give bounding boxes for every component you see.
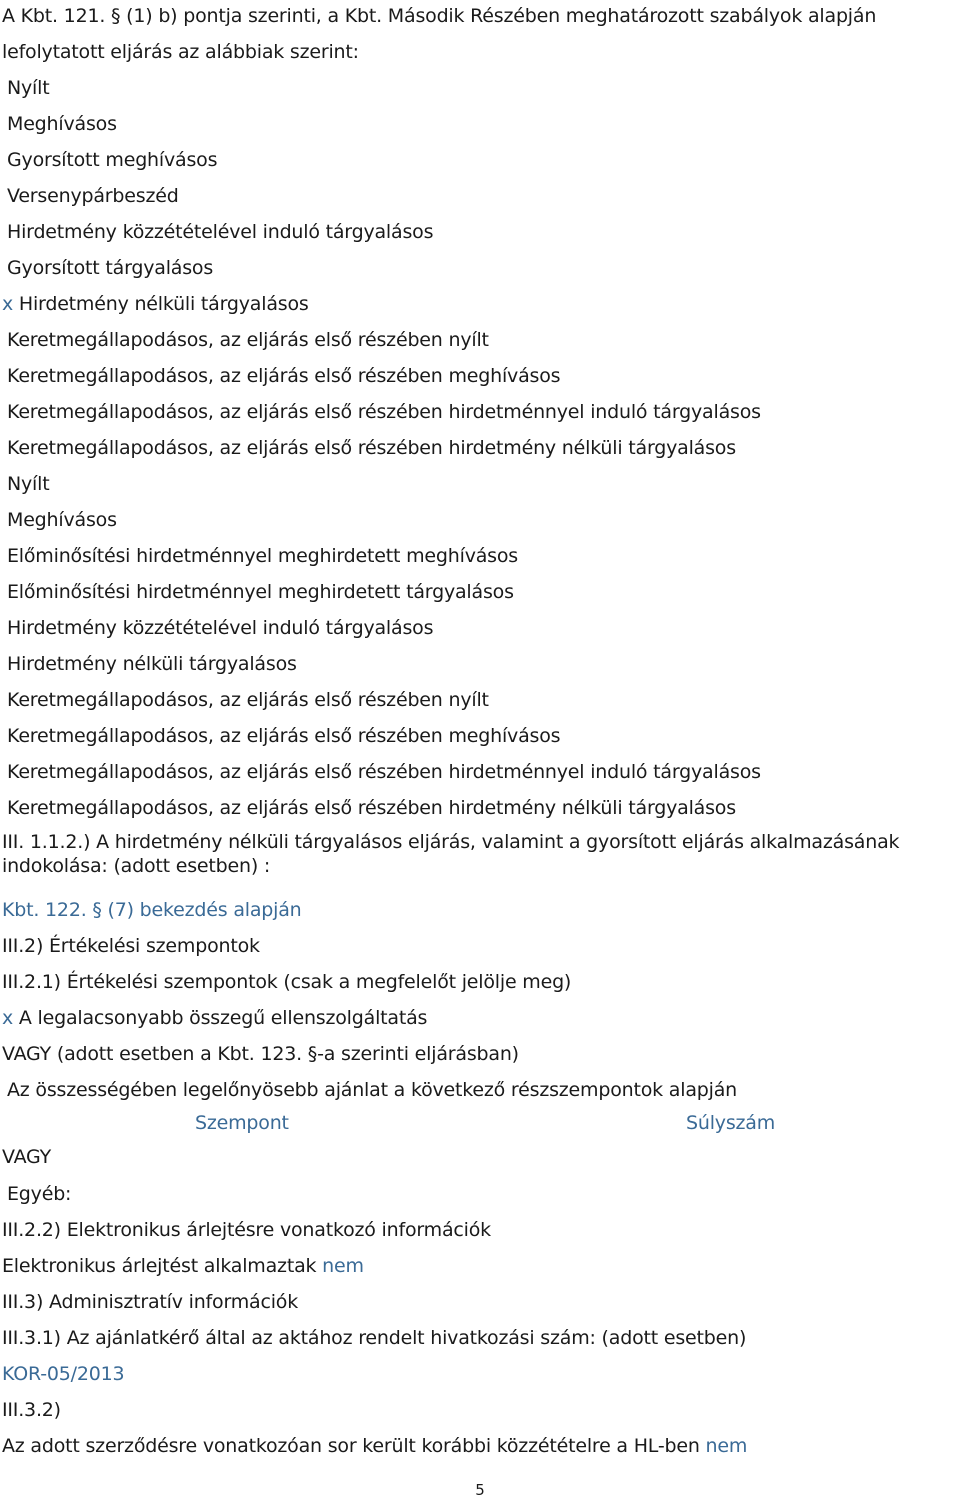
procedure-item: Hirdetmény nélküli tárgyalásos	[7, 653, 297, 675]
procedure-item: Előminősítési hirdetménnyel meghirdetett tárgyalásos	[7, 581, 514, 603]
criterion-option	[2, 1006, 427, 1030]
procedure-item: Előminősítési hirdetménnyel meghirdetett meghívásos	[7, 545, 519, 567]
selected-procedure	[2, 292, 309, 316]
e-auction-line	[2, 1254, 364, 1278]
procedure-item: Keretmegállapodásos, az eljárás első részében meghívásos	[7, 365, 561, 387]
prior-publication-question: Az adott szerződésre vonatkozóan sor került korábbi közzétételre a HL-ben	[2, 1435, 700, 1457]
procedure-item: Keretmegállapodásos, az eljárás első részében hirdetmény nélküli tárgyalásos	[7, 437, 736, 459]
section-iii2-heading: III.2) Értékelési szempontok	[2, 935, 260, 957]
section-iii31-heading: III.3.1) Az ajánlatkérő által az aktához rendelt hivatkozási szám: (adott esetben)	[2, 1327, 747, 1349]
best-value-line: Az összességében legelőnyösebb ajánlat a következő részszempontok alapján	[7, 1079, 737, 1101]
e-auction-question: Elektronikus árlejtést alkalmaztak	[2, 1255, 317, 1277]
procedure-item: Keretmegállapodásos, az eljárás első részében hirdetménnyel induló tárgyalásos	[7, 761, 761, 783]
section-iii22-heading: III.2.2) Elektronikus árlejtésre vonatkozó információk	[2, 1219, 491, 1241]
procedure-item: Keretmegállapodásos, az eljárás első részében hirdetmény nélküli tárgyalásos	[7, 797, 736, 819]
criterion-column-header: Szempont	[195, 1112, 289, 1134]
intro-line-2: lefolytatott eljárás az alábbiak szerint:	[2, 41, 359, 63]
procedure-item: Hirdetmény közzétételével induló tárgyalásos	[7, 617, 434, 639]
or-line: VAGY (adott esetben a Kbt. 123. §-a szerinti eljárásban)	[2, 1043, 519, 1065]
section-iii112-answer: Kbt. 122. § (7) bekezdés alapján	[2, 899, 302, 921]
procedure-item: Keretmegállapodásos, az eljárás első részében hirdetménnyel induló tárgyalásos	[7, 401, 761, 423]
procedure-item: Gyorsított tárgyalásos	[7, 257, 214, 279]
page-number: 5	[475, 1481, 485, 1499]
procedure-item: Hirdetmény közzétételével induló tárgyalásos	[7, 221, 434, 243]
section-iii112-heading: III. 1.1.2.) A hirdetmény nélküli tárgyalásos eljárás, valamint a gyorsított eljárás alkalmazásának indokolása: (adott esetben) :	[2, 831, 900, 877]
procedure-item: Keretmegállapodásos, az eljárás első részében nyílt	[7, 689, 489, 711]
procedure-item: Meghívásos	[7, 509, 117, 531]
weight-column-header: Súlyszám	[686, 1112, 776, 1134]
e-auction-answer: nem	[322, 1255, 364, 1277]
procedure-item: Keretmegállapodásos, az eljárás első részében meghívásos	[7, 725, 561, 747]
section-iii21-heading: III.2.1) Értékelési szempontok (csak a megfelelőt jelölje meg)	[2, 971, 572, 993]
procedure-item: Keretmegállapodásos, az eljárás első részében nyílt	[7, 329, 489, 351]
procedure-item: Nyílt	[7, 77, 50, 99]
procedure-item: Versenypárbeszéd	[7, 185, 179, 207]
section-iii3-heading: III.3) Adminisztratív információk	[2, 1291, 299, 1313]
procedure-item: Meghívásos	[7, 113, 117, 135]
section-iii32-heading: III.3.2)	[2, 1399, 61, 1421]
selection-mark: x	[2, 1007, 14, 1029]
selected-procedure-label: Hirdetmény nélküli tárgyalásos	[18, 293, 309, 315]
or-line-2: VAGY	[2, 1146, 52, 1168]
prior-publication-line	[2, 1434, 747, 1458]
intro-line-1: A Kbt. 121. § (1) b) pontja szerinti, a Kbt. Második Részében meghatározott szabályok alapján	[2, 5, 877, 27]
criterion-option-label: A legalacsonyabb összegű ellenszolgáltatás	[18, 1007, 428, 1029]
reference-number: KOR-05/2013	[2, 1363, 125, 1385]
other-label: Egyéb:	[7, 1183, 72, 1205]
procedure-item: Nyílt	[7, 473, 50, 495]
prior-publication-answer: nem	[705, 1435, 748, 1457]
procedure-item: Gyorsított meghívásos	[7, 149, 218, 171]
selection-mark: x	[2, 293, 14, 315]
